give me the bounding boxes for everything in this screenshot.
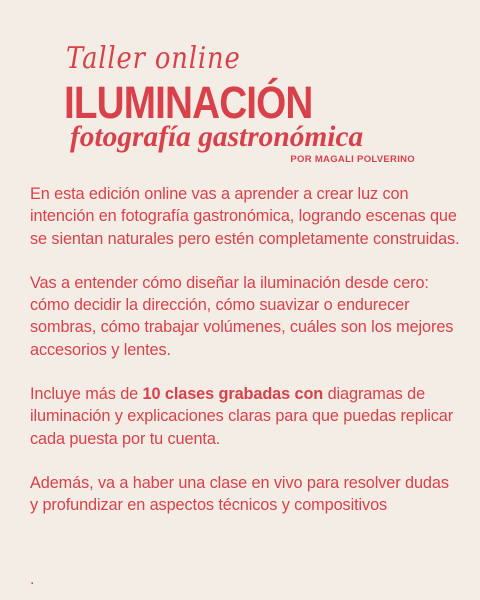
paragraph-classes-before: Incluye más de: [30, 385, 143, 404]
subtitle: fotografía gastronómica: [70, 120, 364, 153]
paragraph-classes-after: diagramas de iluminación y explicaciones claras para que puedas replicar cada puesta por tu cuenta.: [30, 385, 454, 448]
trailing-dot: .: [30, 571, 35, 588]
author-credit: POR MAGALI POLVERINO: [290, 154, 415, 165]
script-title: Taller online: [66, 41, 241, 76]
paragraph-live-class: Además, va a haber una clase en vivo para resolver dudas y profundizar en aspectos técnicos y compositivos: [30, 473, 449, 515]
header: [0, 0, 480, 180]
description-body: [30, 183, 460, 539]
paragraph-classes: [30, 383, 460, 450]
paragraph-lighting-design: Vas a entender cómo diseñar la iluminación desde cero: cómo decidir la dirección, cómo suavizar o endurecer sombras, cómo trabajar volúmenes, cuáles son los mejores accesorios y lentes.: [30, 273, 454, 359]
paragraph-classes-highlight: 10 clases grabadas con: [142, 385, 324, 404]
main-title: ILUMINACIÓN: [64, 77, 313, 128]
paragraph-intro: En esta edición online vas a aprender a crear luz con intención en fotografía gastronómica, logrando escenas que se sientan naturales pero estén completamente construidas.: [30, 185, 460, 248]
